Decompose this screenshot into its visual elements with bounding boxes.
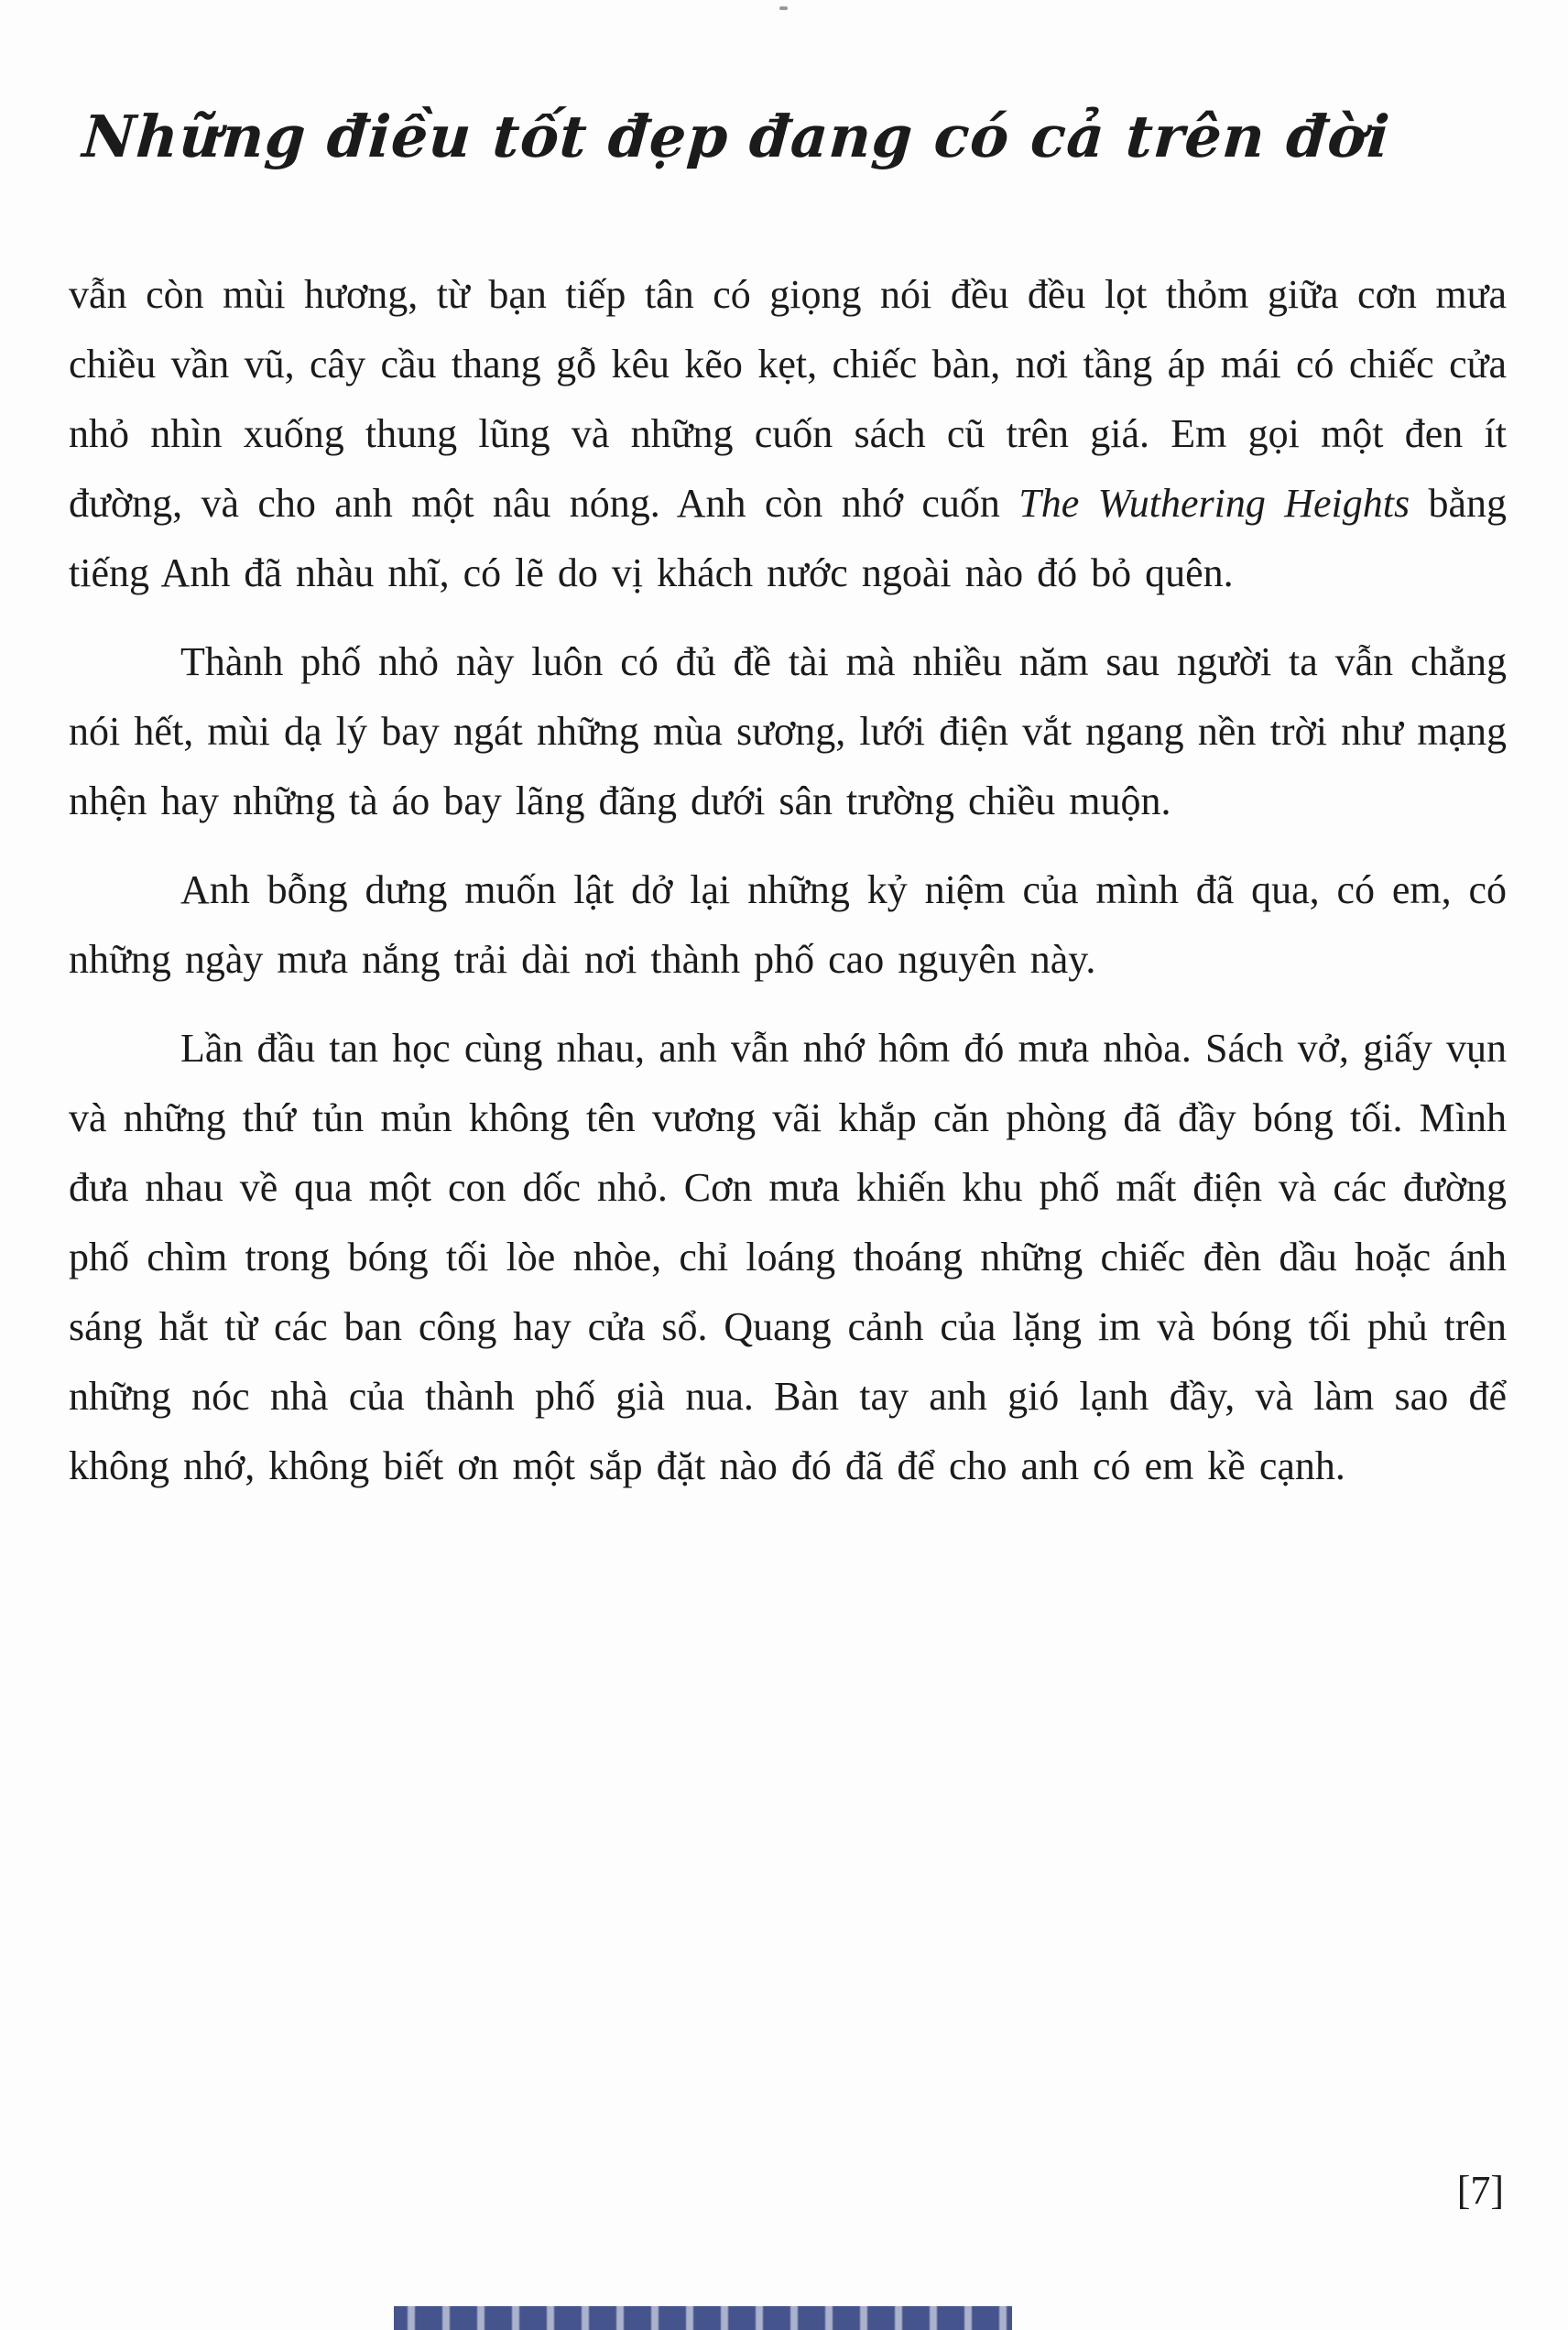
paragraph [69, 1014, 1507, 1501]
text-segment: Lần đầu tan học cùng nhau, anh vẫn nhớ hôm đó mưa nhòa. Sách vở, giấy vụn và những thứ tủn mủn không tên vương vãi khắp căn phòng đã đầy bóng tối. Mình đưa nhau về qua một con dốc nhỏ. Cơn mưa khiến khu phố mất điện và các đường phố chìm trong bóng tối lòe nhòe, chỉ loáng thoáng những chiếc đèn dầu hoặc ánh sáng hắt từ các ban công hay cửa sổ. Quang cảnh của lặng im và bóng tối phủ trên những nóc nhà của thành phố già nua. Bàn tay anh gió lạnh đầy, và làm sao để không nhớ, không biết ơn một sắp đặt nào đó đã để cho anh có em kề cạnh. [69, 1026, 1507, 1488]
text-segment: Anh bỗng dưng muốn lật dở lại những kỷ niệm của mình đã qua, có em, có những ngày mưa nắng trải dài nơi thành phố cao nguyên này. [69, 867, 1507, 982]
text-segment: vẫn còn mùi hương, từ bạn tiếp tân có giọng nói đều đều lọt thỏm giữa cơn mưa chiều vần vũ, cây cầu thang gỗ kêu kẽo kẹt, chiếc bàn, nơi tầng áp mái có chiếc cửa nhỏ nhìn xuống thung lũng và những cuốn sách cũ trên giá. Em gọi một đen ít đường, và cho anh một nâu nóng. Anh còn nhớ cuốn [69, 272, 1507, 526]
text-segment: bằng tiếng Anh đã nhàu nhĩ, có lẽ do vị khách nước ngoài nào đó bỏ quên. [69, 481, 1508, 595]
text-segment: Thành phố nhỏ này luôn có đủ đề tài mà nhiều năm sau người ta vẫn chẳng nói hết, mùi dạ lý bay ngát những mùa sương, lưới điện vắt ngang nền trời như mạng nhện hay những tà áo bay lãng đãng dưới sân trường chiều muộn. [69, 639, 1507, 823]
page-number: [7] [1456, 2168, 1504, 2213]
scan-artifact [779, 6, 788, 10]
cutoff-next-page-strip [394, 2306, 1012, 2330]
book-title-italic: The Wuthering Heights [1018, 481, 1410, 526]
paragraph [69, 260, 1507, 608]
chapter-header-title: Những điều tốt đẹp đang có cả trên đời [80, 103, 1393, 170]
paragraph [69, 855, 1507, 995]
paragraph [69, 627, 1507, 836]
body-text [69, 260, 1507, 1501]
